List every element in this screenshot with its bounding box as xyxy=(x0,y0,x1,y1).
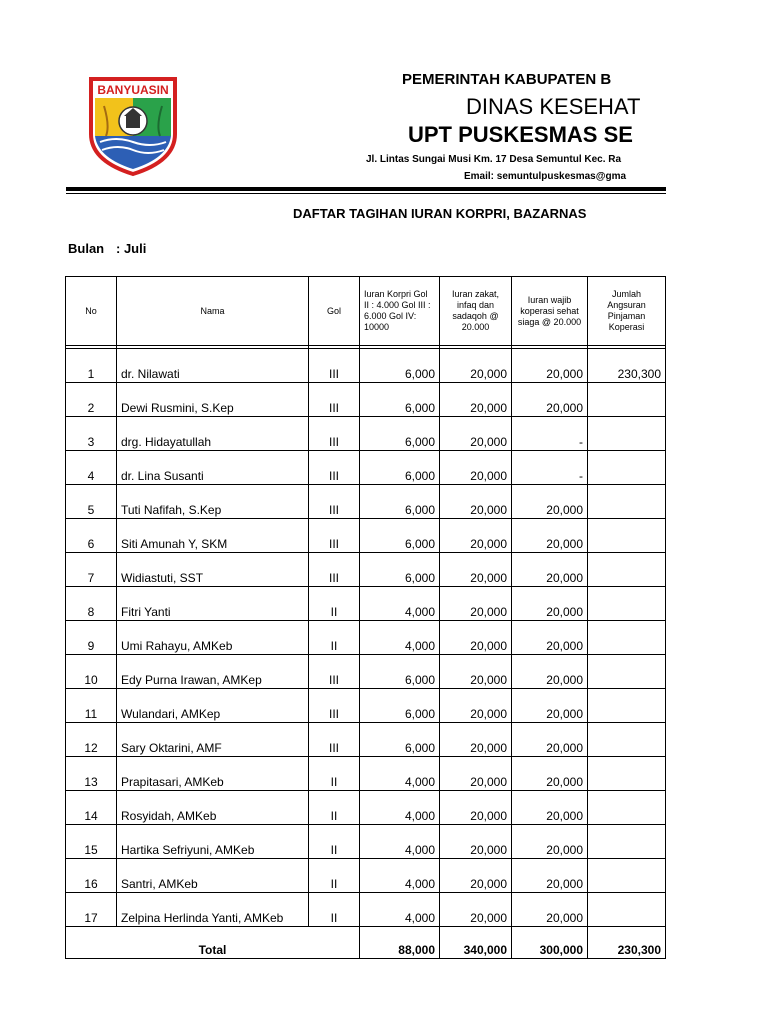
table-row xyxy=(66,451,666,485)
total-label: Total xyxy=(66,927,360,959)
cell-zakat: 20,000 xyxy=(440,519,512,553)
cell-no: 10 xyxy=(66,655,117,689)
cell-koperasi: 20,000 xyxy=(512,893,588,927)
cell-koperasi: 20,000 xyxy=(512,383,588,417)
table-row xyxy=(66,553,666,587)
cell-koperasi: 20,000 xyxy=(512,757,588,791)
cell-zakat: 20,000 xyxy=(440,485,512,519)
cell-angsuran xyxy=(588,859,666,893)
cell-zakat: 20,000 xyxy=(440,757,512,791)
cell-nama: Sary Oktarini, AMF xyxy=(117,723,309,757)
col-header-iuran-korpri: Iuran Korpri Gol II : 4.000 Gol III : 6.000 Gol IV: 10000 xyxy=(360,277,440,346)
cell-zakat: 20,000 xyxy=(440,553,512,587)
cell-koperasi: 20,000 xyxy=(512,519,588,553)
cell-angsuran xyxy=(588,485,666,519)
cell-no: 11 xyxy=(66,689,117,723)
cell-gol: II xyxy=(309,825,360,859)
table-row xyxy=(66,519,666,553)
cell-angsuran xyxy=(588,791,666,825)
cell-nama: Fitri Yanti xyxy=(117,587,309,621)
cell-nama: Zelpina Herlinda Yanti, AMKeb xyxy=(117,893,309,927)
table-row xyxy=(66,383,666,417)
table-row xyxy=(66,757,666,791)
cell-angsuran xyxy=(588,689,666,723)
document-title: DAFTAR TAGIHAN IURAN KORPRI, BAZARNAS xyxy=(293,206,587,221)
cell-zakat: 20,000 xyxy=(440,859,512,893)
cell-zakat: 20,000 xyxy=(440,791,512,825)
cell-korpri: 6,000 xyxy=(360,553,440,587)
cell-no: 15 xyxy=(66,825,117,859)
cell-no: 16 xyxy=(66,859,117,893)
cell-no: 1 xyxy=(66,349,117,383)
cell-gol: III xyxy=(309,553,360,587)
cell-korpri: 6,000 xyxy=(360,689,440,723)
col-header-gol: Gol xyxy=(309,277,360,346)
cell-koperasi: 20,000 xyxy=(512,485,588,519)
cell-nama: Umi Rahayu, AMKeb xyxy=(117,621,309,655)
cell-gol: III xyxy=(309,383,360,417)
cell-korpri: 6,000 xyxy=(360,655,440,689)
col-header-nama: Nama xyxy=(117,277,309,346)
cell-nama: Rosyidah, AMKeb xyxy=(117,791,309,825)
cell-korpri: 6,000 xyxy=(360,485,440,519)
table-row xyxy=(66,485,666,519)
cell-koperasi: 20,000 xyxy=(512,587,588,621)
cell-no: 14 xyxy=(66,791,117,825)
cell-no: 3 xyxy=(66,417,117,451)
cell-koperasi: - xyxy=(512,451,588,485)
cell-koperasi: 20,000 xyxy=(512,553,588,587)
cell-koperasi: 20,000 xyxy=(512,723,588,757)
table-row xyxy=(66,587,666,621)
cell-koperasi: 20,000 xyxy=(512,791,588,825)
cell-korpri: 6,000 xyxy=(360,723,440,757)
logo-text: BANYUASIN xyxy=(97,83,169,97)
cell-angsuran xyxy=(588,723,666,757)
cell-angsuran xyxy=(588,893,666,927)
cell-angsuran xyxy=(588,757,666,791)
cell-korpri: 4,000 xyxy=(360,859,440,893)
table-row xyxy=(66,621,666,655)
cell-zakat: 20,000 xyxy=(440,893,512,927)
cell-zakat: 20,000 xyxy=(440,621,512,655)
cell-no: 5 xyxy=(66,485,117,519)
cell-angsuran xyxy=(588,519,666,553)
cell-zakat: 20,000 xyxy=(440,417,512,451)
cell-koperasi: 20,000 xyxy=(512,621,588,655)
col-header-no: No xyxy=(66,277,117,346)
cell-zakat: 20,000 xyxy=(440,383,512,417)
cell-no: 12 xyxy=(66,723,117,757)
table-row xyxy=(66,825,666,859)
table-row xyxy=(66,723,666,757)
cell-gol: III xyxy=(309,689,360,723)
header-email: Email: semuntulpuskesmas@gma xyxy=(464,171,627,182)
cell-gol: II xyxy=(309,893,360,927)
cell-gol: II xyxy=(309,621,360,655)
cell-angsuran xyxy=(588,655,666,689)
cell-korpri: 4,000 xyxy=(360,893,440,927)
cell-koperasi: 20,000 xyxy=(512,349,588,383)
table-row xyxy=(66,689,666,723)
table-row xyxy=(66,349,666,383)
total-koperasi: 300,000 xyxy=(512,927,588,959)
table-row xyxy=(66,791,666,825)
cell-korpri: 6,000 xyxy=(360,349,440,383)
total-zakat: 340,000 xyxy=(440,927,512,959)
cell-no: 2 xyxy=(66,383,117,417)
cell-zakat: 20,000 xyxy=(440,689,512,723)
cell-gol: III xyxy=(309,451,360,485)
cell-no: 7 xyxy=(66,553,117,587)
cell-gol: III xyxy=(309,417,360,451)
cell-korpri: 6,000 xyxy=(360,451,440,485)
cell-angsuran xyxy=(588,587,666,621)
month-value: : Juli xyxy=(116,241,147,256)
cell-gol: III xyxy=(309,723,360,757)
table-total-row xyxy=(66,927,666,959)
total-korpri: 88,000 xyxy=(360,927,440,959)
col-header-angsuran: Jumlah Angsuran Pinjaman Koperasi xyxy=(588,277,666,346)
header-puskesmas: UPT PUSKESMAS SE xyxy=(408,122,633,147)
table-header-row xyxy=(66,277,666,346)
cell-angsuran xyxy=(588,621,666,655)
cell-gol: III xyxy=(309,485,360,519)
cell-korpri: 4,000 xyxy=(360,825,440,859)
cell-gol: II xyxy=(309,587,360,621)
cell-angsuran xyxy=(588,553,666,587)
cell-no: 13 xyxy=(66,757,117,791)
billing-table xyxy=(65,276,666,959)
header-rule-thin xyxy=(66,193,666,194)
cell-gol: II xyxy=(309,859,360,893)
cell-korpri: 6,000 xyxy=(360,383,440,417)
cell-nama: Hartika Sefriyuni, AMKeb xyxy=(117,825,309,859)
cell-zakat: 20,000 xyxy=(440,587,512,621)
cell-koperasi: 20,000 xyxy=(512,689,588,723)
cell-nama: Widiastuti, SST xyxy=(117,553,309,587)
cell-no: 8 xyxy=(66,587,117,621)
cell-no: 17 xyxy=(66,893,117,927)
cell-angsuran: 230,300 xyxy=(588,349,666,383)
cell-nama: Prapitasari, AMKeb xyxy=(117,757,309,791)
cell-korpri: 6,000 xyxy=(360,519,440,553)
cell-gol: II xyxy=(309,757,360,791)
col-header-iuran-zakat: Iuran zakat, infaq dan sadaqoh @ 20.000 xyxy=(440,277,512,346)
cell-nama: Santri, AMKeb xyxy=(117,859,309,893)
cell-koperasi: 20,000 xyxy=(512,859,588,893)
cell-no: 6 xyxy=(66,519,117,553)
cell-koperasi: - xyxy=(512,417,588,451)
cell-gol: III xyxy=(309,349,360,383)
cell-korpri: 4,000 xyxy=(360,791,440,825)
cell-koperasi: 20,000 xyxy=(512,825,588,859)
banyuasin-emblem-icon xyxy=(88,76,178,176)
col-header-iuran-koperasi: Iuran wajib koperasi sehat siaga @ 20.000 xyxy=(512,277,588,346)
table-row xyxy=(66,655,666,689)
cell-korpri: 4,000 xyxy=(360,621,440,655)
cell-korpri: 6,000 xyxy=(360,417,440,451)
header-rule-thick xyxy=(66,187,666,191)
table-row xyxy=(66,859,666,893)
cell-nama: Wulandari, AMKep xyxy=(117,689,309,723)
cell-zakat: 20,000 xyxy=(440,723,512,757)
table-row xyxy=(66,893,666,927)
cell-nama: drg. Hidayatullah xyxy=(117,417,309,451)
cell-gol: III xyxy=(309,655,360,689)
cell-angsuran xyxy=(588,451,666,485)
month-line xyxy=(68,241,146,256)
cell-nama: Dewi Rusmini, S.Kep xyxy=(117,383,309,417)
cell-nama: dr. Lina Susanti xyxy=(117,451,309,485)
cell-no: 9 xyxy=(66,621,117,655)
cell-zakat: 20,000 xyxy=(440,825,512,859)
total-angsuran: 230,300 xyxy=(588,927,666,959)
header-government: PEMERINTAH KABUPATEN B xyxy=(402,71,612,88)
cell-nama: Siti Amunah Y, SKM xyxy=(117,519,309,553)
cell-gol: III xyxy=(309,519,360,553)
cell-no: 4 xyxy=(66,451,117,485)
cell-zakat: 20,000 xyxy=(440,655,512,689)
cell-angsuran xyxy=(588,825,666,859)
cell-nama: Edy Purna Irawan, AMKep xyxy=(117,655,309,689)
cell-korpri: 4,000 xyxy=(360,587,440,621)
cell-gol: II xyxy=(309,791,360,825)
cell-nama: dr. Nilawati xyxy=(117,349,309,383)
cell-nama: Tuti Nafifah, S.Kep xyxy=(117,485,309,519)
table-row xyxy=(66,417,666,451)
cell-korpri: 4,000 xyxy=(360,757,440,791)
cell-koperasi: 20,000 xyxy=(512,655,588,689)
cell-angsuran xyxy=(588,383,666,417)
header-department: DINAS KESEHAT xyxy=(466,94,641,119)
cell-zakat: 20,000 xyxy=(440,349,512,383)
header-address: Jl. Lintas Sungai Musi Km. 17 Desa Semuntul Kec. Ra xyxy=(366,154,622,165)
cell-zakat: 20,000 xyxy=(440,451,512,485)
cell-angsuran xyxy=(588,417,666,451)
month-label: Bulan xyxy=(68,241,105,256)
